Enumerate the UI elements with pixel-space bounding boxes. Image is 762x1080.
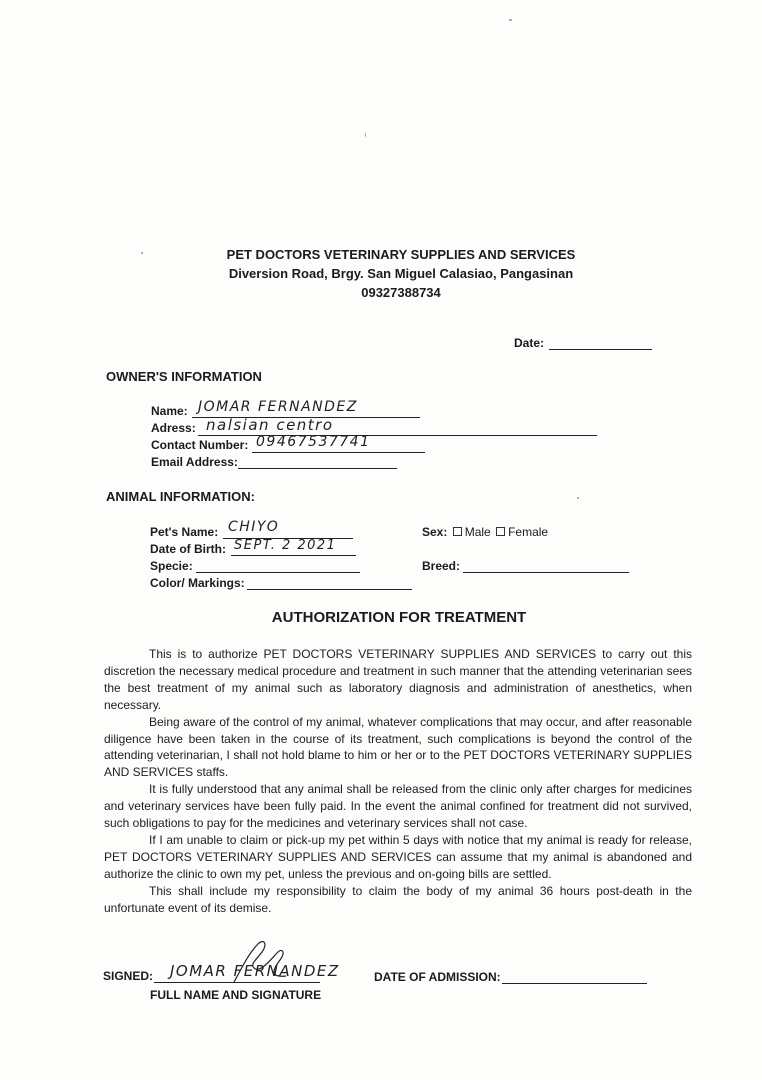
paragraph-complications: Being aware of the control of my animal, whatever complications that may occur, and after reasonable diligence have been taken in the course of its treatment, such complications is beyond the control of the attending veterinarian, I shall not hold blame to him or her or to the PET DOCTORS VETERINARY SUPPLIES AND SERVICES staffs. xyxy=(104,714,692,780)
scan-speck xyxy=(577,497,579,499)
male-option-label: Male xyxy=(464,525,491,539)
specie-label: Specie: xyxy=(150,559,193,573)
breed-label: Breed: xyxy=(422,559,461,573)
specie-field[interactable] xyxy=(196,572,360,573)
contact-value: 09467537741 xyxy=(256,434,371,450)
color-markings-field[interactable] xyxy=(247,589,412,590)
dob-field[interactable] xyxy=(231,555,356,556)
contact-field[interactable] xyxy=(252,452,425,453)
owner-name-label: Name: xyxy=(151,404,188,418)
pet-name-value: CHIYO xyxy=(228,519,280,535)
scan-speck xyxy=(365,133,366,137)
scan-speck xyxy=(509,19,512,21)
paragraph-abandonment: If I am unable to claim or pick-up my pet within 5 days with notice that my animal is ready for release, PET DOCTORS VETERINARY SUPPLIES AND SERVICES can assume that my animal is abandoned and authorize the clinic to own my pet, unless the previous and on-going bills are settled. xyxy=(104,832,692,881)
date-label: Date: xyxy=(514,336,545,350)
clinic-phone: 09327388734 xyxy=(361,285,441,300)
email-label: Email Address: xyxy=(151,455,238,469)
color-markings-label: Color/ Markings: xyxy=(150,576,245,590)
admission-date-field[interactable] xyxy=(502,983,647,984)
signed-value: JOMAR FERNANDEZ xyxy=(170,962,340,980)
owner-name-value: JOMAR FERNANDEZ xyxy=(198,399,358,415)
sex-row xyxy=(422,525,548,539)
animal-heading: ANIMAL INFORMATION: xyxy=(106,489,255,504)
breed-field[interactable] xyxy=(463,572,629,573)
contact-label: Contact Number: xyxy=(151,438,249,452)
sex-label: Sex: xyxy=(422,525,448,539)
female-checkbox[interactable] xyxy=(496,527,505,536)
scan-speck xyxy=(141,252,143,254)
owner-address-label: Adress: xyxy=(151,421,196,435)
owner-heading: OWNER'S INFORMATION xyxy=(106,369,262,384)
paragraph-authorize: This is to authorize PET DOCTORS VETERINARY SUPPLIES AND SERVICES to carry out this discretion the necessary medical procedure and treatment in such manner that the attending veterinarian sees the best treatment of my animal such as laboratory diagnosis and administration of anesthetics, when necessary. xyxy=(104,647,692,712)
clinic-name: PET DOCTORS VETERINARY SUPPLIES AND SERVICES xyxy=(226,247,576,262)
owner-address-value: nalsian centro xyxy=(206,416,334,434)
authorization-body xyxy=(104,646,692,917)
dob-value: SEPT. 2 2021 xyxy=(234,538,337,553)
email-field[interactable] xyxy=(238,468,397,469)
male-checkbox[interactable] xyxy=(453,527,462,536)
female-option-label: Female xyxy=(508,525,549,539)
signature-flourish xyxy=(228,938,298,986)
date-field[interactable] xyxy=(549,349,652,350)
signature-caption: FULL NAME AND SIGNATURE xyxy=(150,988,322,1002)
paragraph-post-death: This shall include my responsibility to claim the body of my animal 36 hours post-death in the unfortunate event of its demise. xyxy=(104,883,692,915)
admission-label: DATE OF ADMISSION: xyxy=(374,970,501,984)
paragraph-release: It is fully understood that any animal shall be released from the clinic only after charges for medicines and veterinary services have been fully paid. In the event the animal confined for treatment did not survived, such obligations to pay for the medicines and veterinary services shall not case. xyxy=(104,782,692,831)
signed-label: SIGNED: xyxy=(103,969,154,983)
dob-label: Date of Birth: xyxy=(150,542,226,556)
clinic-address: Diversion Road, Brgy. San Miguel Calasiao, Pangasinan xyxy=(228,266,574,281)
authorization-title: AUTHORIZATION FOR TREATMENT xyxy=(271,609,527,626)
pet-name-label: Pet's Name: xyxy=(150,525,219,539)
